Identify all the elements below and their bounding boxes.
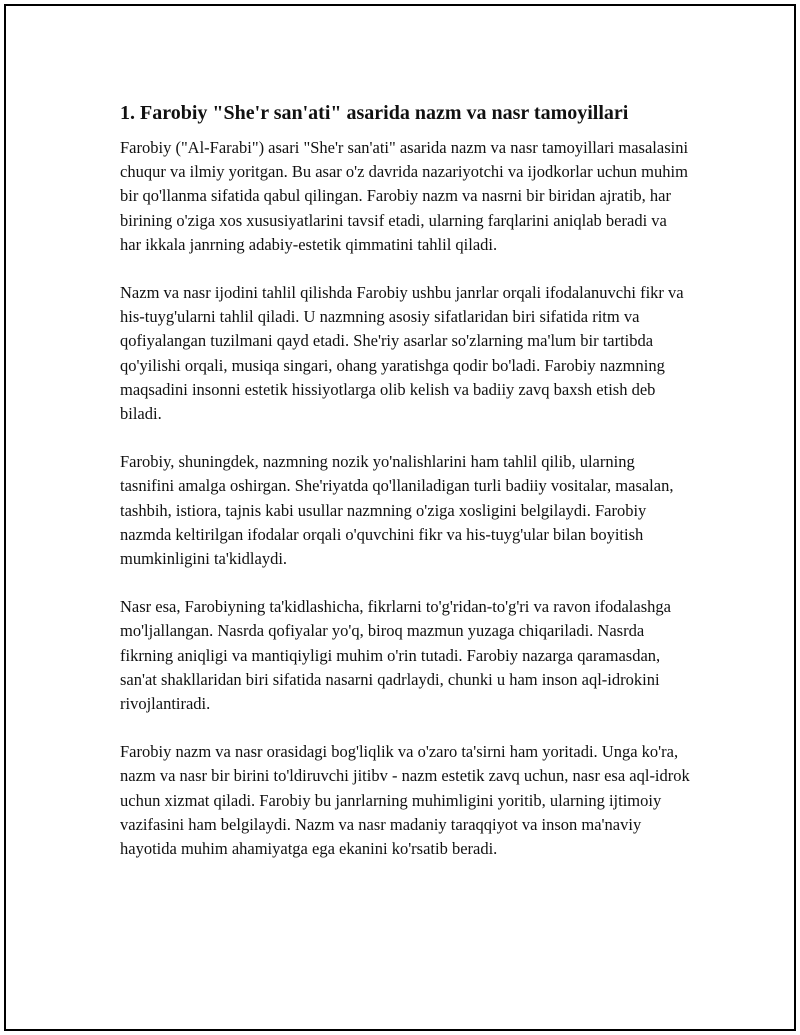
page-frame xyxy=(4,4,796,1031)
document-body xyxy=(120,100,692,885)
paragraph-2: Nazm va nasr ijodini tahlil qilishda Farobiy ushbu janrlar orqali ifodalanuvchi fikr va his-tuyg'ularni tahlil qiladi. U nazmning asosiy sifatlaridan biri sifatida ritm va qofiyalangan tuzilmani qayd etadi. She'riy asarlar so'zlarning ma'lum bir tartibda qo'yilishi orqali, musiqa singari, ohang yaratishga qodir bo'ladi. Farobiy nazmning maqsadini insonni estetik hissiyotlarga olib kelish va badiiy zavq baxsh etish deb biladi. xyxy=(120,283,684,424)
paragraph-3: Farobiy, shuningdek, nazmning nozik yo'nalishlarini ham tahlil qilib, ularning tasnifini amalga oshirgan. She'riyatda qo'llaniladigan turli badiiy vositalar, masalan, tashbih, istiora, tajnis kabi usullar nazmning o'ziga xosligini belgilaydi. Farobiy nazmda keltirilgan ifodalar orqali o'quvchini fikr va his-tuyg'ular bilan boyitish mumkinligini ta'kidlaydi. xyxy=(120,452,674,569)
paragraph-4: Nasr esa, Farobiyning ta'kidlashicha, fikrlarni to'g'ridan-to'g'ri va ravon ifodalashga mo'ljallangan. Nasrda qofiyalar yo'q, biroq mazmun yuzaga chiqariladi. Nasrda fikrning aniqligi va mantiqiyligi muhim o'rin tutadi. Farobiy nazarga qaramasdan, san'at shakllaridan biri sifatida nasarni qadrlaydi, chunki u ham inson aql-idrokini rivojlantiradi. xyxy=(120,597,671,714)
section-heading: 1. Farobiy "She'r san'ati" asarida nazm va nasr tamoyillari xyxy=(120,102,629,124)
paragraph-1: Farobiy ("Al-Farabi") asari "She'r san'ati" asarida nazm va nasr tamoyillari masalasini chuqur va ilmiy yoritgan. Bu asar o'z davrida nazariyotchi va ijodkorlar uchun muhim bir qo'llanma sifatida qabul qilingan. Farobiy nazm va nasrni bir biridan ajratib, har birining o'ziga xos xususiyatlarini tavsif etadi, ularning farqlarini aniqlab beradi va har ikkala janrning adabiy-estetik qimmatini tahlil qiladi. xyxy=(120,138,689,254)
paragraph-5: Farobiy nazm va nasr orasidagi bog'liqlik va o'zaro ta'sirni ham yoritadi. Unga ko'ra, nazm va nasr bir birini to'ldiruvchi jitibv - nazm estetik zavq uchun, nasr esa aql-idrok uchun xizmat qiladi. Farobiy bu janrlarning muhimligini yoritib, ularning ijtimoiy vazifasini ham belgilaydi. Nazm va nasr madaniy taraqqiyot va inson ma'naviy hayotida muhim ahamiyatga ega ekanini ko'rsatib beradi. xyxy=(120,742,690,859)
